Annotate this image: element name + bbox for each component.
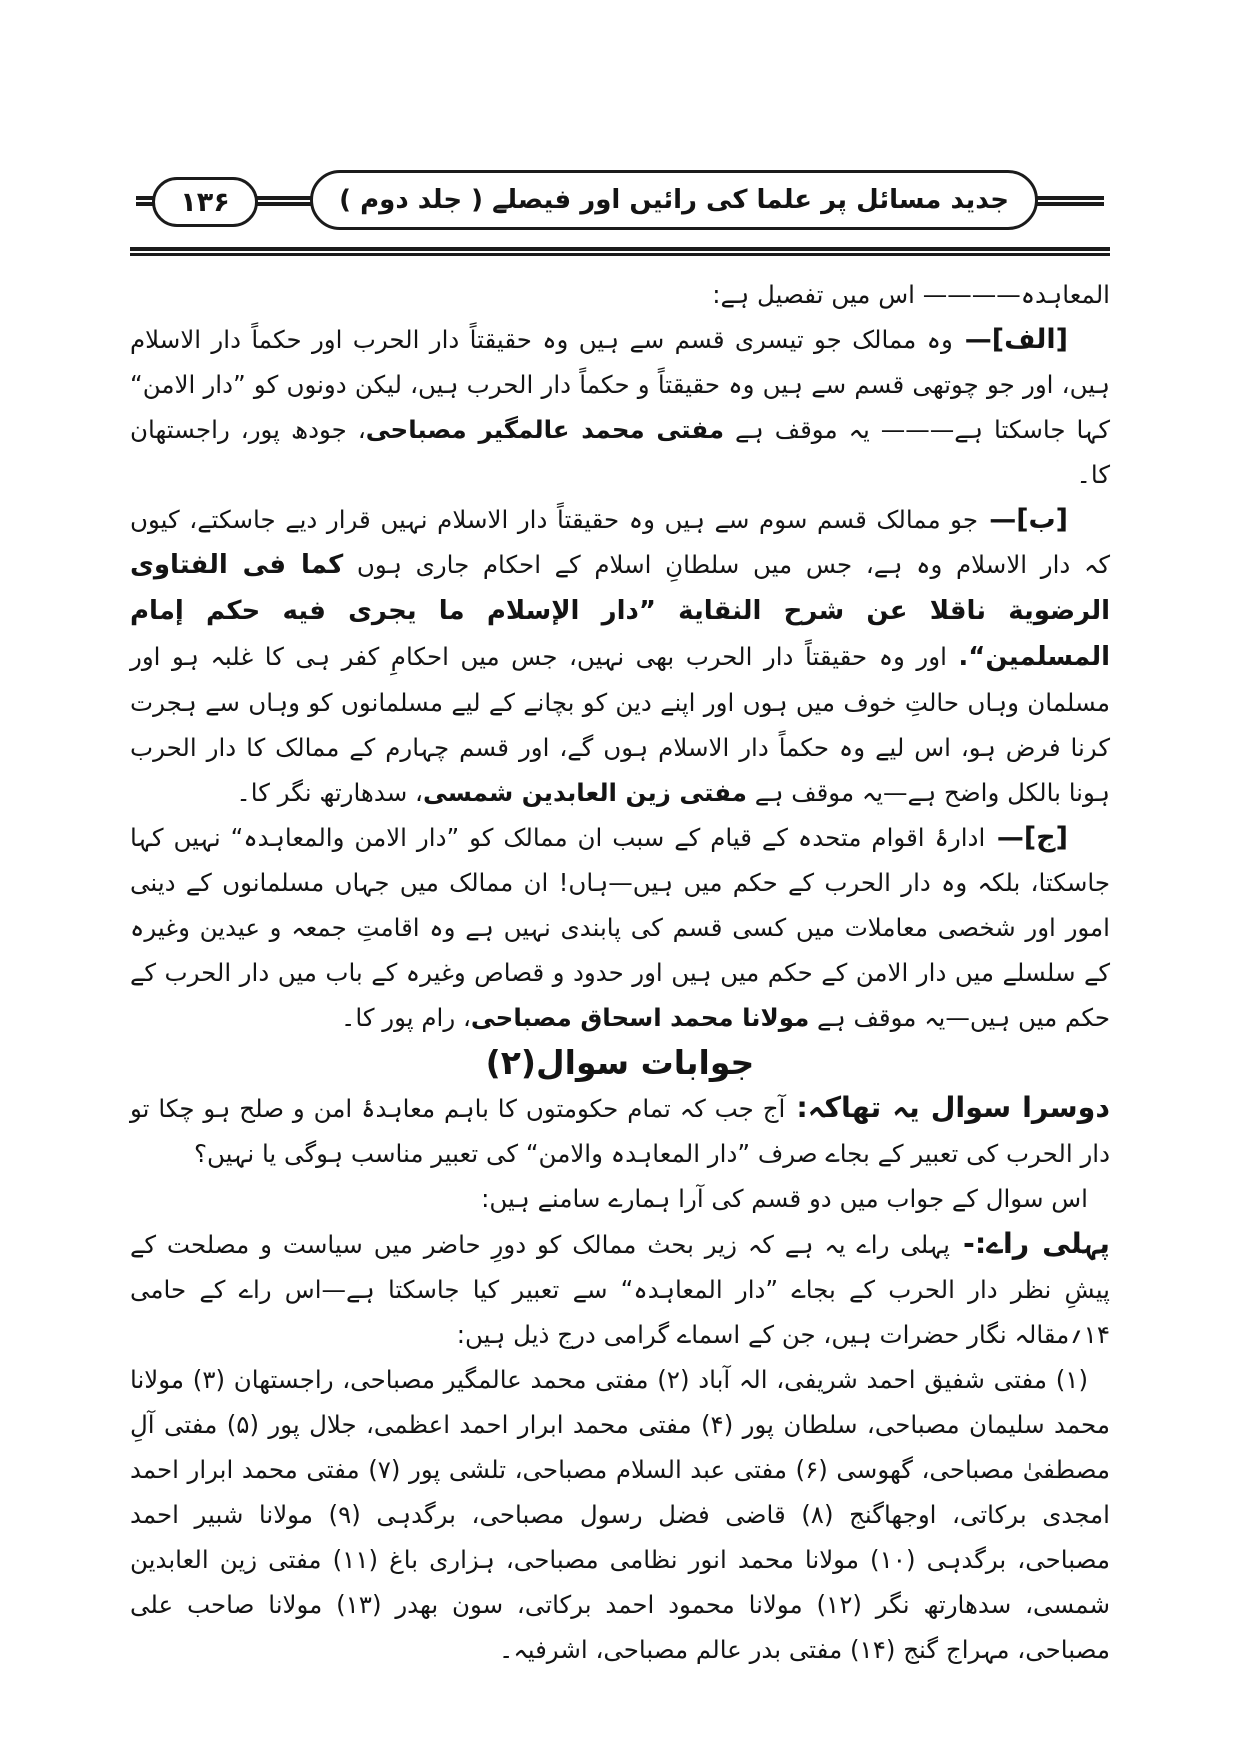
paragraph-jim-marker: [ج]— [985,822,1068,853]
paragraph-jim-tail: ، رام پور کا۔ [341,1003,471,1032]
paragraph-ba-text: جو ممالک قسم سوم سے ہیں وہ حقیقتاً دار الاسلام نہیں قرار دیے جاسکتے، کیوں کہ دار الاسلام وہ ہے، جس میں سلطانِ اسلام کے احکام جاری ہوں [130,505,1110,579]
paragraph-first-opinion [130,1221,1110,1357]
paragraph-ba-tail: ، سدھارتھ نگر کا۔ [236,778,423,807]
second-question-lead: دوسرا سوال یہ تھاکہ: [785,1091,1110,1124]
paragraph-ba-text2: اور وہ حقیقتاً دار الحرب بھی نہیں، جس میں احکامِ کفر ہی کا غلبہ ہو اور مسلمان وہاں حالتِ خوف میں ہوں اور اپنے دین کو بچانے کے لیے مسلمانوں کو وہاں سے ہجرت کرنا فرض ہو، اس لیے وہ حکماً دار الاسلام ہوں گے، اور قسم چہارم کے ممالک کا دار الحرب ہونا بالکل واضح ہے—یہ موقف ہے [130,642,1110,807]
page-header [130,170,1110,234]
page-body [130,272,1110,1672]
page-number-badge [152,177,258,227]
header-divider-rule [130,247,1110,256]
paragraph-ba [130,497,1110,815]
arabic-citation: کما فی الفتاوی الرضویة ناقلا عن شرح النقایة ”دار الإسلام ما یجری فیه حکم إمام المسلمین“. [130,550,1110,672]
paragraph-alif-tail: ، جودھ پور، راجستھان کا۔ [130,415,1110,489]
transition-line: اس سوال کے جواب میں دو قسم کی آرا ہمارے سامنے ہیں: [481,1184,1088,1213]
section-heading: جوابات سوال(۲) [485,1043,755,1082]
paragraph-alif-text: وہ ممالک جو تیسری قسم سے ہیں وہ حقیقتاً دار الحرب اور حکماً دار الاسلام ہیں، اور جو چوتھی قسم سے ہیں وہ حقیقتاً و حکماً دار الحرب ہیں، لیکن دونوں کو ”دار الامن“ کہا جاسکتا ہے——— یہ موقف ہے [130,325,1110,444]
paragraph-jim-scholar-name: مولانا محمد اسحاق مصباحی [470,1003,810,1032]
second-question-text: آج جب کہ تمام حکومتوں کا باہم معاہدۂ امن و صلح ہو چکا تو دار الحرب کی تعبیر کے بجاے صرف ”دار المعاہدہ والامن“ کی تعبیر مناسب ہوگی یا نہیں؟ [130,1094,1110,1168]
paragraph-jim-text: ادارۂ اقوام متحدہ کے قیام کے سبب ان ممالک کو ”دار الامن والمعاہدہ“ نہیں کہا جاسکتا، بلکہ وہ دار الحرب کے حکم میں ہیں—ہاں! ان ممالک میں جہاں مسلمانوں کے دینی امور اور شخصی معاملات میں کسی قسم کی پابندی نہیں ہے وہ اقامتِ جمعہ و عیدین وغیرہ کے سلسلے میں دار الامن کے حکم میں ہیں اور حدود و قصاص وغیرہ کے باب میں دار الحرب کے حکم میں ہیں—یہ موقف ہے [130,823,1110,1032]
first-opinion-text: پہلی راے یہ ہے کہ زیر بحث ممالک کو دورِ حاضر میں سیاست و مصلحت کے پیشِ نظر دار الحرب کے بجاے ”دار المعاہدہ“ سے تعبیر کیا جاسکتا ہے—اس راے کے حامی ۱۴؍مقالہ نگار حضرات ہیں، جن کے اسماے گرامی درج ذیل ہیں: [130,1230,1110,1349]
paragraph-alif-scholar-name: مفتی محمد عالمگیر مصباحی [365,415,724,444]
page-number: ۱۳۶ [180,186,230,218]
book-title-cartouche [310,170,1038,230]
paragraph-alif-marker: [الف]— [952,324,1068,355]
paragraph-ba-scholar-name: مفتی زین العابدین شمسی [422,778,747,807]
intro-line: المعاہدہ———— اس میں تفصیل ہے: [712,280,1110,309]
paragraph-second-question [130,1085,1110,1176]
paragraph-alif [130,317,1110,497]
first-opinion-lead: پہلی راے:- [950,1227,1110,1260]
paragraph-ba-marker: [ب]— [977,504,1069,535]
book-title: جدید مسائل پر علما کی رائیں اور فیصلے ( جلد دوم ) [339,185,1009,215]
paragraph-jim [130,815,1110,1040]
supporters-names-list: (۱) مفتی شفیق احمد شریفی، الہ آباد (۲) مفتی محمد عالمگیر مصباحی، راجستھان (۳) مولانا محمد سلیمان مصباحی، سلطان پور (۴) مفتی محمد ابرار احمد اعظمی، جلال پور (۵) مفتی آلِ مصطفیٰ مصباحی، گھوسی (۶) مفتی عبد السلام مصباحی، تلشی پور (۷) مفتی محمد ابرار احمد امجدی برکاتی، اوجھاگنج (۸) قاضی فضل رسول مصباحی، برگدہی (۹) مولانا شبیر احمد مصباحی، برگدہی (۱۰) مولانا محمد انور نظامی مصباحی، ہزاری باغ (۱۱) مفتی زین العابدین شمسی، سدھارتھ نگر (۱۲) مولانا محمود احمد برکاتی، سون بھدر (۱۳) مولانا صاحب علی مصباحی، مہراج گنج (۱۴) مفتی بدر عالم مصباحی، اشرفیہ۔ [130,1365,1111,1664]
